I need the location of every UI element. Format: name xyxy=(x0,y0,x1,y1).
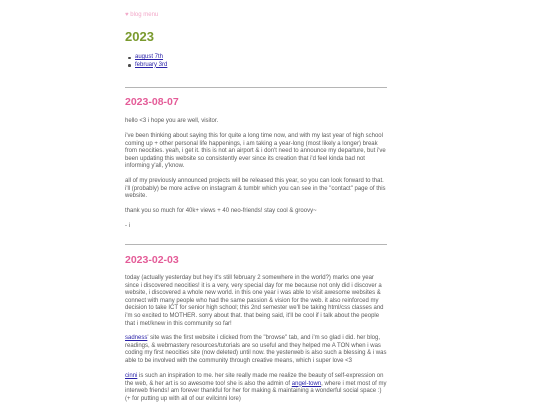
angel-town-link[interactable]: angel-town xyxy=(291,380,322,387)
divider xyxy=(125,87,387,88)
post-date: 2023-02-03 xyxy=(125,254,179,266)
paragraph-text: , where i met most of my interweb friends! am forever thankful for her for making & maintaining a wonderful social space :) (+ for putting up with all of our evilcinni lore) xyxy=(125,380,387,402)
post-paragraph: hello <3 i hope you are well, visitor. xyxy=(125,118,219,124)
sadness-link[interactable]: sadness xyxy=(125,335,148,341)
toc-link-august[interactable]: august 7th xyxy=(135,54,164,60)
cinni-link[interactable]: cinni xyxy=(125,373,138,379)
post-paragraph: today (actually yesterday but hey it's still february 2 somewhere in the world?) marks one year since i discovered neocities! it is a very, very special day for me because not only did i discover a website, i discovered a whole new world. in this one year i was able to visit awesome websites & connect with many people who had the same passion & vision for the web. it also reinforced my decision to take ICT for senior high school; this 2nd semester we'll be taking html/css classes and i'm so excited to MOTHER. sorry about that. that being said, it'll be cool if i talk about the people that i met/knew in this community so far! xyxy=(125,275,384,327)
post-paragraph xyxy=(125,335,387,365)
post-paragraph xyxy=(125,373,387,403)
paragraph-text: ' site was the first website i clicked from the "browse" tab, and i'm so glad i did. her blog, readings, & webmastery resources/tutorials are so useful and they helped me A TON when i was coding my first neocities site (now deleted) until now. the yesterweb is also such a blessing & i was able to be involved with the community through creative means, which i super love <3 xyxy=(125,335,387,364)
paragraph-text: is such an inspiration to me. her site really made me realize the beauty of self-expression on the web, & her art is so awesome too! she is also the admin of xyxy=(125,373,384,387)
list-item xyxy=(135,62,167,70)
post-paragraph: all of my previously announced projects will be released this year, so you can look forward to that. i'll (probably) be more active on instagram & tumblr which you can see in the "contact" page of this website. xyxy=(125,178,386,200)
blog-menu-link[interactable]: blog menu xyxy=(130,12,159,18)
page-title: 2023 xyxy=(125,29,154,44)
post-index xyxy=(135,54,167,69)
post-date: 2023-08-07 xyxy=(125,96,179,108)
divider xyxy=(125,244,387,245)
post-paragraph: thank you so much for 40k+ views + 40 neo-friends! stay cool & groovy~ xyxy=(125,208,317,214)
post-signoff: - i xyxy=(125,223,130,229)
toc-link-february[interactable]: february 3rd xyxy=(135,61,168,68)
heart-icon: ♥ xyxy=(125,12,129,18)
post-paragraph: i've been thinking about saying this for quite a long time now, and with my last year of high school coming up + other personal life happenings, i am taking a year-long (most likely a longer) break from neocities. yeah, i get it. this is not an airport & i don't need to announce my departure, but i've been updating this website so consistently ever since its creation that i'd feel kinda bad not informing y'all, y'know. xyxy=(125,133,386,170)
breadcrumb xyxy=(125,12,158,20)
list-item xyxy=(135,54,167,62)
